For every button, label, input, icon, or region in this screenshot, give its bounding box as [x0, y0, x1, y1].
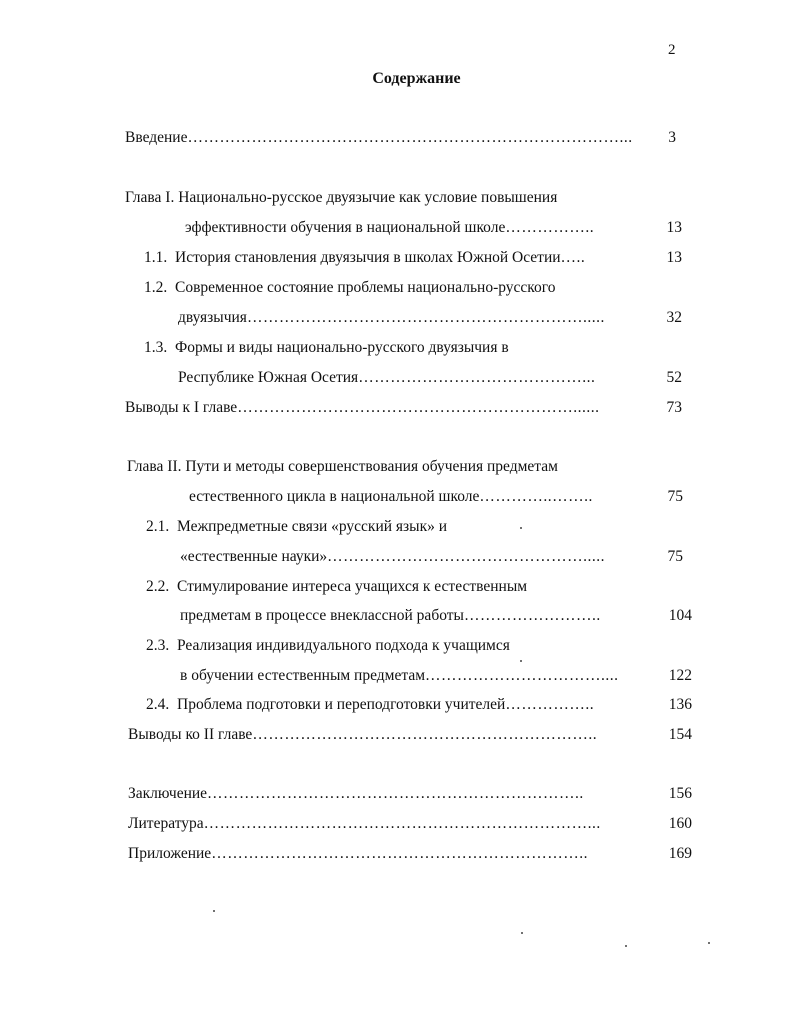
toc-leader-dots: ………………………………………………………...... [237, 399, 600, 416]
toc-page-number: 104 [668, 607, 692, 624]
toc-conclusions-chapter-2 [128, 725, 597, 745]
toc-leader-dots: …………………………….... [425, 667, 619, 684]
toc-entry-text: Выводы к I главе [125, 399, 238, 416]
toc-section-2-4 [146, 695, 594, 715]
scan-speck [625, 945, 627, 947]
toc-entry-text: Межпредметные связи «русский язык» и [177, 518, 448, 535]
toc-section-2-2-line1 [146, 577, 527, 597]
toc-leader-dots: ……………………………………... [358, 369, 596, 386]
toc-section-1-2-line2 [178, 308, 605, 328]
toc-page-number: 13 [666, 219, 682, 236]
toc-section-number: 2.2. [146, 578, 170, 595]
toc-section-number: 1.3. [144, 339, 168, 356]
toc-page-number: 122 [668, 667, 692, 684]
toc-entry-text: Современное состояние проблемы национально-русского [175, 279, 556, 296]
toc-chapter-2-line1: Глава II. Пути и методы совершенствования обучения предметам [127, 458, 558, 475]
toc-entry-text: естественного цикла в национальной школе [189, 488, 480, 505]
toc-leader-dots: …………………………………………………………….. [207, 785, 584, 802]
toc-page-number: 136 [668, 696, 692, 713]
toc-entry-text: Введение [125, 129, 188, 146]
toc-entry-text: Республике Южная Осетия [178, 369, 359, 386]
toc-page-number: 13 [666, 249, 682, 266]
toc-conclusions-chapter-1 [125, 398, 599, 418]
toc-page-number: 160 [668, 815, 692, 832]
page-number: 2 [668, 42, 676, 58]
toc-entry-text: эффективности обучения в национальной школе [185, 219, 506, 236]
toc-entry-text: Приложение [128, 845, 212, 862]
toc-page-number: 154 [668, 726, 692, 743]
scan-speck [521, 932, 523, 934]
toc-entry-text: Выводы ко II главе [128, 726, 253, 743]
toc-page-number: 75 [667, 488, 683, 505]
toc-entry-text: предметам в процессе внеклассной работы [180, 607, 464, 624]
scan-speck [520, 527, 522, 529]
toc-chapter-1-line2 [185, 218, 594, 238]
toc-section-2-1-line2 [180, 547, 605, 567]
toc-section-2-3-line2 [180, 666, 619, 686]
toc-entry-intro [125, 128, 633, 148]
toc-entry-text: История становления двуязычия в школах Южной Осетии [175, 249, 561, 266]
toc-section-2-3-line1 [146, 636, 510, 656]
toc-section-1-1 [144, 248, 585, 268]
toc-section-1-3-line1 [144, 338, 509, 358]
toc-page-number: 3 [668, 129, 676, 146]
toc-section-1-3-line2 [178, 368, 595, 388]
toc-leader-dots: ….. [560, 249, 586, 266]
toc-section-number: 1.2. [144, 279, 168, 296]
toc-section-number: 1.1. [144, 249, 168, 266]
toc-entry-literature [128, 814, 601, 834]
toc-section-2-1-line1 [146, 517, 447, 537]
toc-section-1-2-line1 [144, 278, 556, 298]
toc-page-number: 169 [668, 845, 692, 862]
toc-section-number: 2.4. [146, 696, 170, 713]
toc-leader-dots: ………………………………………………………………………... [187, 129, 633, 146]
toc-leader-dots: …………….. [505, 696, 595, 713]
toc-page-number: 75 [667, 548, 683, 565]
toc-leader-dots: …………………………………………..... [327, 548, 606, 565]
toc-leader-dots: ……………………………………………………….. [252, 726, 598, 743]
toc-entry-text: в обучении естественным предметам [180, 667, 426, 684]
toc-entry-conclusion [128, 784, 584, 804]
toc-page-number: 73 [666, 399, 682, 416]
toc-entry-text: Формы и виды национально-русского двуязычия в [175, 339, 509, 356]
toc-page-number: 156 [668, 785, 692, 802]
toc-section-number: 2.3. [146, 637, 170, 654]
toc-leader-dots: …………….. [505, 219, 595, 236]
page-title: Содержание [372, 70, 461, 87]
toc-section-number: 2.1. [146, 518, 170, 535]
toc-page-number: 52 [666, 369, 682, 386]
toc-entry-text: двуязычия [178, 309, 247, 326]
toc-entry-text: Стимулирование интереса учащихся к естественным [177, 578, 528, 595]
toc-chapter-2-line2 [189, 487, 593, 507]
toc-entry-text: «естественные науки» [180, 548, 328, 565]
scan-speck [213, 910, 215, 912]
toc-leader-dots: …………………………………………………………….. [211, 845, 588, 862]
toc-entry-text: Проблема подготовки и переподготовки учителей [177, 696, 506, 713]
scan-speck [708, 942, 710, 944]
toc-leader-dots: ………………………………………………………………... [203, 815, 601, 832]
toc-leader-dots: ………………………………………………………..... [246, 309, 605, 326]
toc-entry-appendix [128, 844, 588, 864]
toc-entry-text: Реализация индивидуального подхода к учащимся [177, 637, 510, 654]
toc-leader-dots: …………..…….. [479, 488, 593, 505]
scan-speck [520, 660, 522, 662]
toc-section-2-2-line2 [180, 606, 601, 626]
toc-chapter-1-line1: Глава I. Национально-русское двуязычие как условие повышения [125, 189, 558, 206]
toc-entry-text: Заключение [128, 785, 208, 802]
toc-page-number: 32 [666, 309, 682, 326]
toc-entry-text: Литература [128, 815, 204, 832]
toc-leader-dots: …………………….. [463, 607, 601, 624]
